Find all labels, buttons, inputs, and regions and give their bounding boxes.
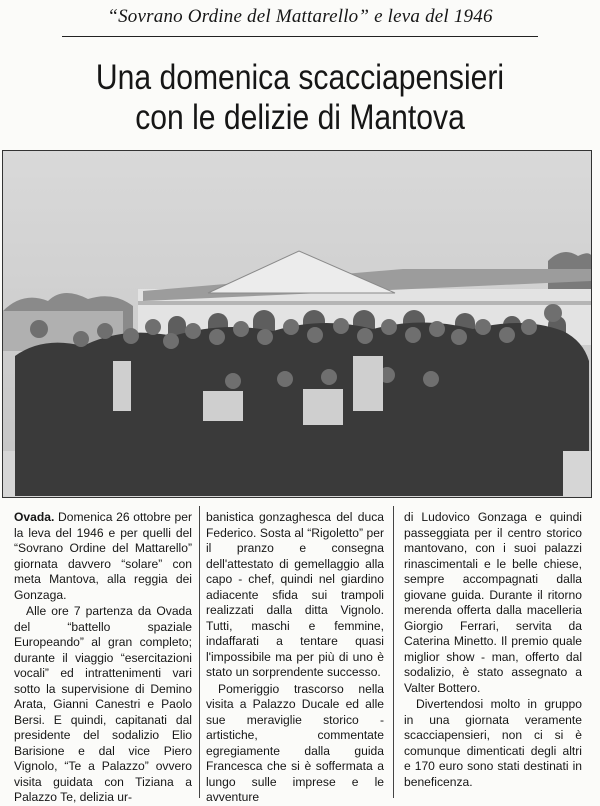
headline-line-2: con le delizie di Mantova — [135, 98, 465, 137]
article-column-1 — [14, 510, 192, 806]
article-column-3 — [404, 510, 582, 790]
paragraph-2: Alle ore 7 partenza da Ovada del “battello spaziale Europeando” al gran completo; durante il viaggio “esercitazioni vocali” ed intrattenimenti vari sotto la supervisione di Demino Arata, Gianni Canestri e Paolo Bersi. E quindi, capitanati dal presidente del sodalizio Elio Barisione e dal vice Piero Vignolo, “Te a Palazzo” ovvero visita guidata con Tiziana a Palazzo Te, delizia ur- — [14, 604, 192, 804]
paragraph-1 — [14, 510, 192, 603]
kicker-rule — [62, 36, 538, 37]
paragraph-1-text: Domenica 26 ottobre per la leva del 1946 e per quelli del “Sovrano Ordine del Mattarello” giornata davvero “solare” con meta Mantova, alla reggia dei Gonzaga. — [14, 510, 192, 602]
article-kicker: “Sovrano Ordine del Mattarello” e leva del 1946 — [107, 6, 493, 27]
paragraph-6: Divertendosi molto in gruppo in una giornata veramente scacciapensieri, non ci si è comunque dimenticati degli altri e 170 euro sono stati destinati in beneficenza. — [404, 697, 582, 789]
dateline: Ovada. — [14, 510, 55, 524]
group-photo — [2, 150, 592, 498]
headline-line-1: Una domenica scacciapensieri — [95, 58, 505, 97]
paragraph-5: di Ludovico Gonzaga e quindi passeggiata per il centro storico mantovano, con i suoi palazzi rinascimentali e le belle chiese, sempre accompagnati dalla giovane guida. Durante il ritorno merenda offerta dalla macelleria Giorgio Ferrari, servita da Caterina Minetto. Il premio quale miglior show - man, offerto dal sodalizio, è stato assegnato a Valter Bottero. — [404, 510, 582, 695]
column-divider-2 — [393, 506, 394, 798]
paragraph-4: Pomeriggio trascorso nella visita a Palazzo Ducale ed alle sue meraviglie storico - artistiche, commentate egregiamente dalla guida Francesca che si è soffermata a lungo sulle imprese e le avventure — [206, 681, 384, 804]
tourist-group — [15, 304, 589, 496]
paragraph-3: banistica gonzaghesca del duca Federico. Sosta al “Rigoletto” per il pranzo e consegna dell'attestato di gemellaggio alla capo - chef, quindi nel giardino adiacente sfida sui trampoli realizzati dalla ditta Vignolo. Tutti, maschi e femmine, indaffarati a tentare quasi l'impossibile ma per più di uno è stato un sorprendente successo. — [206, 510, 384, 679]
column-divider-1 — [199, 506, 200, 798]
article-column-2 — [206, 510, 384, 806]
article-headline — [42, 58, 558, 138]
